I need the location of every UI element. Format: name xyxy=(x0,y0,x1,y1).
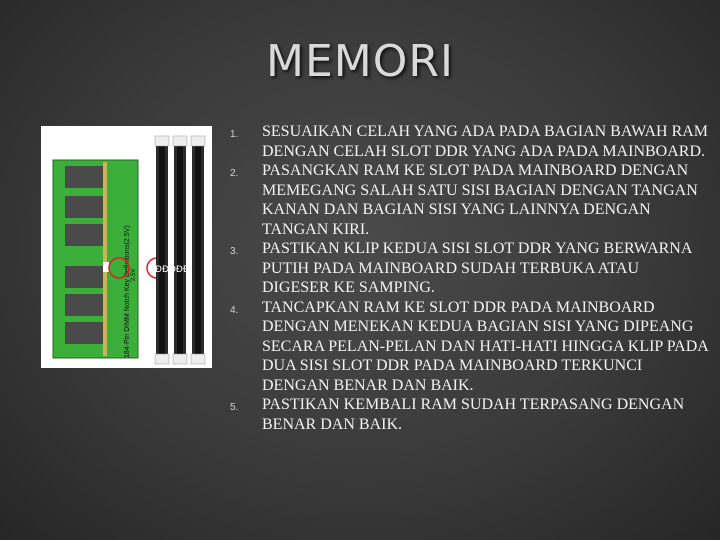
list-item xyxy=(230,298,710,396)
step-number: 4. xyxy=(230,304,239,316)
list-item xyxy=(230,161,710,239)
step-text: PASANGKAN RAM KE SLOT PADA MAINBOARD DENGAN MEMEGANG SALAH SATU SISI BAGIAN DENGAN TANGAN KANAN DAN BAGIAN SISI YANG LAINNYA DENGAN TANGAN KIRI. xyxy=(262,162,698,238)
ram-module xyxy=(53,160,138,358)
step-text: PASTIKAN KLIP KEDUA SISI SLOT DDR YANG BERWARNA PUTIH PADA MAINBOARD SUDAH TERBUKA ATAU DIGESER KE SAMPING. xyxy=(262,240,692,296)
voltage-label: 2.5V xyxy=(131,268,137,281)
list-item xyxy=(230,395,710,434)
list-item xyxy=(230,122,710,161)
step-text: SESUAIKAN CELAH YANG ADA PADA BAGIAN BAWAH RAM DENGAN CELAH SLOT DDR YANG ADA PADA MAINBOARD. xyxy=(262,123,709,160)
slot-text: ĐĐĐĐĐ xyxy=(155,265,190,275)
installation-steps xyxy=(230,122,710,434)
step-text: TANCAPKAN RAM KE SLOT DDR PADA MAINBOARD DENGAN MENEKAN KEDUA BAGIAN SISI YANG DIPEANG SECARA PELAN-PELAN DAN HATI-HATI HINGGA KLIP PADA DUA SISI SLOT DDR PADA MAINBOARD TERKUNCI DENGAN BENAR DAN BAIK. xyxy=(262,298,708,394)
step-number: 3. xyxy=(230,246,239,257)
slide-title: MEMORI xyxy=(266,36,454,87)
step-number: 5. xyxy=(230,402,239,413)
step-text: PASTIKAN KEMBALI RAM SUDAH TERPASANG DENGAN BENAR DAN BAIK. xyxy=(262,396,685,433)
list-item xyxy=(230,239,710,298)
ram-installation-image xyxy=(41,126,212,368)
step-number: 1. xyxy=(230,129,239,140)
ram-side-label: 184-Pin DIMM Notch Key Definitions(2.5V) xyxy=(124,225,131,358)
step-number: 2. xyxy=(230,168,239,179)
ddr-slots xyxy=(155,136,205,364)
